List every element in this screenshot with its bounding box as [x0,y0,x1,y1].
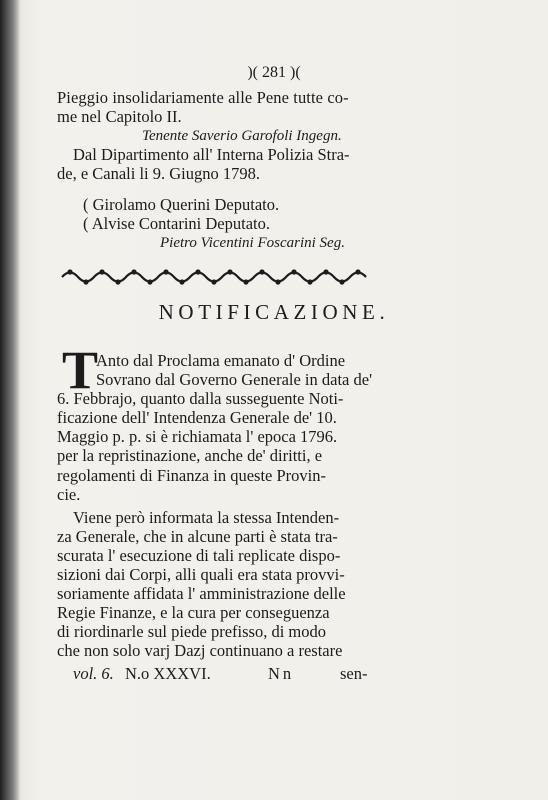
deputy-signature: ( Girolamo Querini Deputato. [83,195,280,214]
text-line: Regie Finanze, e la cura per conseguenza [57,603,330,622]
text-line: per la repristinazione, anche de' diritti, e [57,446,323,465]
text-line: Pieggio insolidariamente alle Pene tutte co- [57,88,349,107]
text-line: me nel Capitolo II. [57,107,182,126]
text-line: Dal Dipartimento all' Interna Polizia Stra- [73,145,350,164]
text-line: di riordinarle sul piede prefisso, di modo [57,622,326,641]
text-line: Sovrano dal Governo Generale in data de' [96,370,373,389]
text-line: scurata l' esecuzione di tali replicate dispo- [57,546,341,565]
catchword: sen- [340,664,368,683]
text-line: 6. Febbrajo, quanto dalla susseguente Noti- [57,389,344,408]
text-line: cie. [57,485,81,504]
notice-title: NOTIFICAZIONE. [158,300,390,324]
text-line: Viene però informata la stessa Intenden- [73,508,340,527]
date-line: de, e Canali li 9. Giugno 1798. [57,164,261,183]
page-gutter-shadow [0,0,20,800]
drop-cap-initial: T [62,340,99,400]
text-line: regolamenti di Finanza in queste Provin- [57,466,326,485]
text-line: Anto dal Proclama emanato d' Ordine [96,351,346,370]
text-line: che non solo varj Dazj continuano a restare [57,641,343,660]
text-line: soriamente affidata l' amministrazione delle [57,584,346,603]
issue-number: N.o XXXVI. [125,664,211,683]
text-line: ficazione dell' Intendenza Generale de' 10. [57,408,337,427]
floral-scroll-ornament-icon [58,266,376,288]
volume-label: vol. 6. [73,664,114,683]
engineer-signature: Tenente Saverio Garofoli Ingegn. [142,128,342,144]
page-number: )( 281 )( [247,64,301,81]
deputy-signature: ( Alvise Contarini Deputato. [83,214,270,233]
secretary-signature: Pietro Vicentini Foscarini Seg. [160,235,345,251]
text-line: sizioni dai Corpi, alli quali era stata provvi- [57,565,345,584]
text-line: Maggio p. p. si è richiamata l' epoca 1796. [57,427,338,446]
signature-mark: Nn [268,664,295,683]
text-line: za Generale, che in alcune parti è stata tra- [57,527,338,546]
